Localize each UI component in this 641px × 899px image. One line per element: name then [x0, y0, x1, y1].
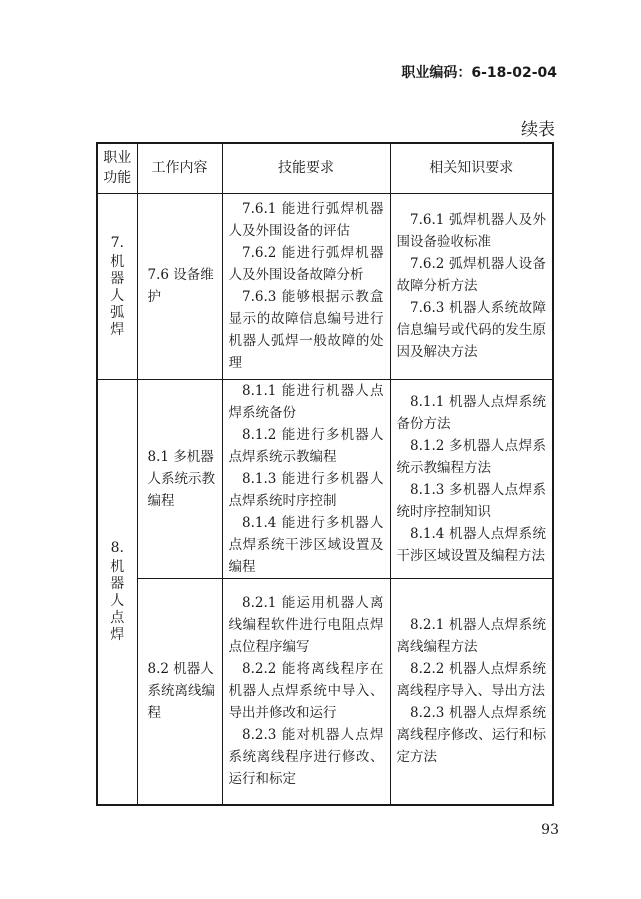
column-header-knowledge: 相关知识要求 [390, 143, 553, 193]
knowledge-item: 8.1.1 机器人点焊系统备份方法 [396, 393, 546, 432]
column-header-function: 职业功能 [97, 143, 137, 193]
continued-label: 续表 [521, 120, 555, 140]
function-cell-7 [97, 193, 137, 379]
table-row [97, 379, 553, 578]
work-content: 7.6 设备维护 [147, 267, 214, 305]
function-number: 8. [110, 540, 124, 557]
skill-item: 8.1.4 能进行多机器人点焊系统干涉区域设置及编程 [228, 514, 384, 575]
table-row [97, 578, 553, 805]
knowledge-item: 8.2.3 机器人点焊系统离线程序修改、运行和标定方法 [396, 705, 546, 766]
knowledge-item: 7.6.2 弧焊机器人设备故障分析方法 [396, 256, 546, 294]
knowledge-item: 8.1.2 多机器人点焊系统示教编程方法 [396, 437, 546, 476]
knowledge-item: 8.2.1 机器人点焊系统离线编程方法 [396, 617, 546, 656]
skill-item: 8.1.1 能进行机器人点焊系统备份 [228, 382, 384, 421]
skills-cell [222, 193, 390, 379]
skill-item: 8.2.1 能运用机器人离线编程软件进行电阻点焊点位程序编写 [228, 595, 384, 656]
work-content-cell [137, 578, 222, 805]
work-content: 8.1 多机器人系统示教编程 [147, 448, 215, 509]
work-content: 8.2 机器人系统离线编程 [147, 661, 215, 722]
function-name: 机器人点焊 [110, 559, 125, 644]
skill-item: 7.6.3 能够根据示教盒显示的故障信息编号进行机器人弧焊一般故障的处理 [228, 289, 384, 371]
knowledge-cell [390, 193, 553, 379]
knowledge-cell [390, 379, 553, 578]
work-content-cell [137, 379, 222, 578]
function-number: 7. [110, 234, 124, 251]
skill-item: 7.6.1 能进行弧焊机器人及外围设备的评估 [228, 201, 384, 239]
knowledge-item: 8.1.4 机器人点焊系统干涉区域设置及编程方法 [396, 525, 546, 564]
table-row [97, 193, 553, 379]
work-content-cell [137, 193, 222, 379]
skill-item: 8.1.3 能进行多机器人点焊系统时序控制 [228, 470, 384, 509]
skill-item: 8.2.2 能将离线程序在机器人点焊系统中导入、导出并修改和运行 [228, 661, 384, 722]
skills-cell [222, 379, 390, 578]
column-header-skills: 技能要求 [222, 143, 390, 193]
occupation-code: 职业编码：6-18-02-04 [401, 65, 557, 81]
page-number: 93 [541, 822, 559, 838]
column-header-work-content: 工作内容 [137, 143, 222, 193]
knowledge-item: 7.6.3 机器人系统故障信息编号或代码的发生原因及解决方法 [396, 300, 546, 360]
skill-item: 8.1.2 能进行多机器人点焊系统示教编程 [228, 426, 384, 465]
skill-item: 8.2.3 能对机器人点焊系统离线程序进行修改、运行和标定 [228, 727, 384, 788]
table-header-row [97, 143, 553, 193]
knowledge-item: 8.1.3 多机器人点焊系统时序控制知识 [396, 481, 546, 520]
knowledge-item: 7.6.1 弧焊机器人及外围设备验收标准 [396, 212, 546, 250]
function-cell-8 [97, 379, 137, 805]
skill-requirements-table [96, 142, 554, 806]
knowledge-cell [390, 578, 553, 805]
skills-cell [222, 578, 390, 805]
function-name: 机器人弧焊 [110, 253, 125, 338]
knowledge-item: 8.2.2 机器人点焊系统离线程序导入、导出方法 [396, 661, 546, 700]
skill-item: 7.6.2 能进行弧焊机器人及外围设备故障分析 [228, 245, 384, 283]
